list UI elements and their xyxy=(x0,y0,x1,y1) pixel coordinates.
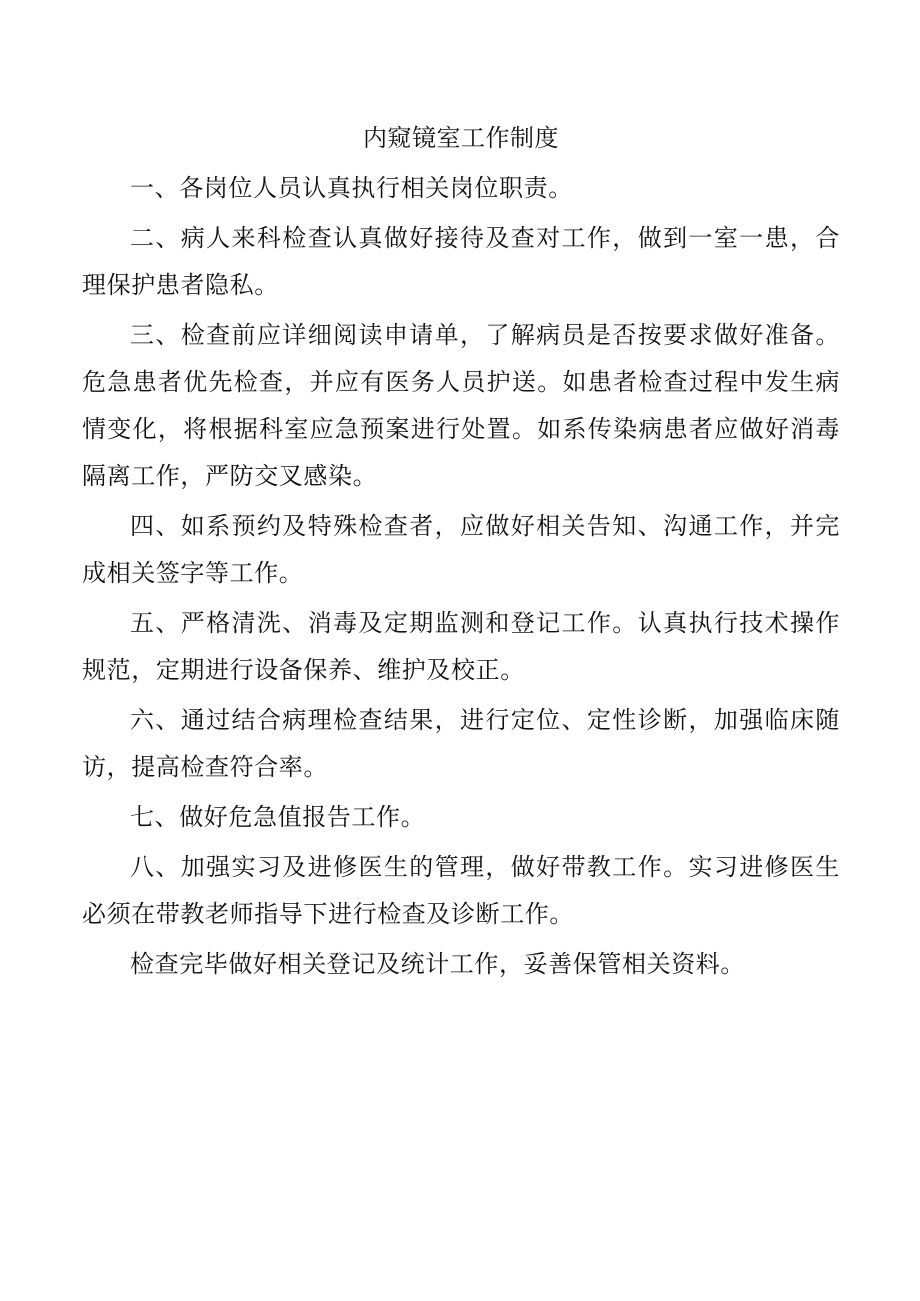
paragraph-2: 二、病人来科检查认真做好接待及查对工作，做到一室一患，合理保护患者隐私。 xyxy=(82,224,840,299)
paragraph-7: 七、做好危急值报告工作。 xyxy=(130,803,426,831)
paragraph-8: 八、加强实习及进修医生的管理，做好带教工作。实习进修医生必须在带教老师指导下进行检查及诊断工作。 xyxy=(82,853,840,928)
paragraph-6: 六、通过结合病理检查结果，进行定位、定性诊断，加强临床随访，提高检查符合率。 xyxy=(82,706,840,781)
paragraph-5: 五、严格清洗、消毒及定期监测和登记工作。认真执行技术操作规范，定期进行设备保养、维护及校正。 xyxy=(82,609,840,684)
document-title: 内窥镜室工作制度 xyxy=(363,124,559,152)
document-page xyxy=(82,118,840,991)
paragraph-3: 三、检查前应详细阅读申请单，了解病员是否按要求做好准备。危急患者优先检查，并应有医务人员护送。如患者检查过程中发生病情变化，将根据科室应急预案进行处置。如系传染病患者应做好消毒隔离工作，严防交叉感染。 xyxy=(82,321,840,490)
paragraph-4: 四、如系预约及特殊检查者，应做好相关告知、沟通工作，并完成相关签字等工作。 xyxy=(82,512,840,587)
paragraph-9: 检查完毕做好相关登记及统计工作，妥善保管相关资料。 xyxy=(130,950,745,978)
paragraph-1: 一、各岗位人员认真执行相关岗位职责。 xyxy=(130,174,573,202)
